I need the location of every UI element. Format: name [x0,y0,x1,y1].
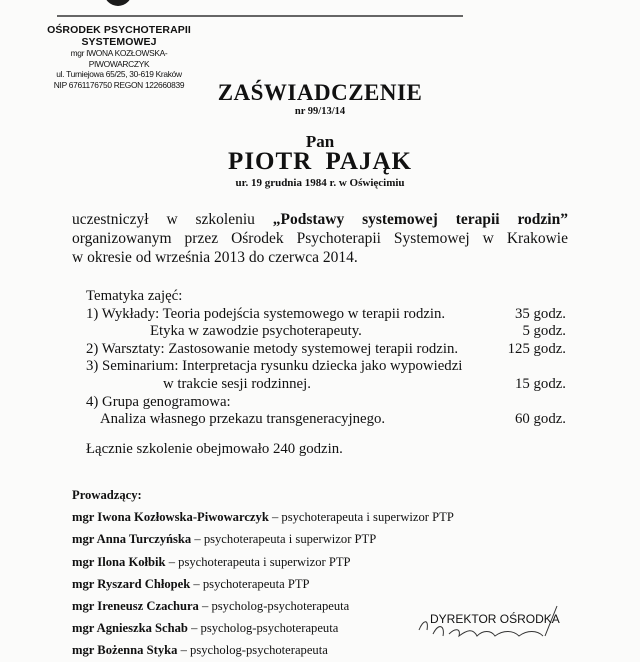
topic-row [86,411,566,429]
instructor-row [72,573,492,595]
topic-row [86,341,566,359]
topic-hours: 15 godz. [515,375,566,392]
org-director: mgr IWONA KOZŁOWSKA-PIWOWARCZYK [70,48,168,69]
total-hours: Łącznie szkolenie obejmowało 240 godzin. [86,440,343,457]
topic-text: Analiza własnego przekazu transgeneracyjnego. [100,411,386,428]
course-title-word: systemowej [362,211,438,228]
org-address: ul. Turniejowa 65/25, 30-619 Kraków [56,69,182,79]
birth-info: ur. 19 grudnia 1984 r. w Oświęcimiu [235,177,405,189]
instructors-heading: Prowadzący: [72,488,142,502]
topic-row [86,306,566,324]
paragraph-line-2 [72,229,568,248]
word: w [482,230,494,247]
paragraph-line-1 [72,210,568,229]
word: uczestniczył [72,211,149,228]
topic-text: Etyka w zawodzie psychoterapeuty. [150,323,362,340]
topic-row [86,358,566,376]
instructor-role: – psycholog-psychoterapeuta [177,643,328,658]
document-title: ZAŚWIADCZENIE [217,80,423,105]
topic-text: 4) Grupa genogramowa: [86,393,231,410]
organization-logo [104,0,132,6]
org-name-line2: SYSTEMOWEJ [81,36,157,48]
instructor-name: mgr Bożenna Styka [72,643,178,658]
header-divider [57,15,463,17]
instructor-row [72,639,492,661]
course-title-word: rodzin” [517,211,568,228]
instructor-name: mgr Agnieszka Schab [72,621,188,636]
instructor-row [72,551,492,573]
instructor-name: mgr Ilona Kołbik [72,554,166,569]
topic-hours: 125 godz. [507,340,566,357]
instructor-row [72,528,492,550]
instructor-role: – psychoterapeuta i superwizor PTP [191,532,377,547]
word: szkoleniu [195,211,255,228]
topic-hours: 35 godz. [515,305,566,322]
word: organizowanym [72,230,172,247]
instructor-name: mgr Anna Turczyńska [72,532,192,547]
word: Ośrodek [231,230,284,247]
certificate-paragraph [72,210,568,267]
topic-row [86,394,566,412]
word: Systemowej [393,230,470,247]
topic-text: 3) Seminarium: Interpretacja rysunku dziecka jako wypowiedzi [86,358,463,375]
topic-text: 2) Warsztaty: Zastosowanie metody systemowej terapii rodzin. [86,340,459,357]
topics-heading: Tematyka zajęć: [86,288,183,304]
salutation: Pan [305,132,335,151]
topics-section [86,288,566,458]
instructor-role: – psychoterapeuta PTP [190,576,310,591]
word: Psychoterapii [296,230,381,247]
topic-text: 1) Wykłady: Teoria podejścia systemowego w terapii rodzin. [86,305,446,322]
course-title-word: terapii [455,211,500,228]
instructor-row [72,506,492,528]
topic-hours: 5 godz. [522,323,566,340]
word: Krakowie [506,230,568,247]
word: przez [184,230,219,247]
instructor-name: mgr Ireneusz Czachura [72,599,199,614]
topic-hours: 60 godz. [515,411,566,428]
org-nip-regon: NIP 6761176750 REGON 122660839 [53,79,185,90]
instructor-role: – psycholog-psychoterapeuta [198,599,350,614]
word: w [166,211,178,228]
signature-label: DYREKTOR OŚRODKA [430,612,560,626]
recipient-name: PIOTR PAJĄK [228,148,412,175]
certificate-number: nr 99/13/14 [294,106,346,117]
instructor-role: – psychoterapeuta i superwizor PTP [165,554,351,569]
instructor-role: – psycholog-psychoterapeuta [187,621,339,636]
course-title-word: „Podstawy [272,211,345,228]
paragraph-line-3: w okresie od września 2013 do czerwca 2014. [72,249,358,266]
instructor-name: mgr Ryszard Chłopek [72,576,191,591]
topic-row [86,323,566,341]
topic-text: w trakcie sesji rodzinnej. [163,375,311,392]
instructor-name: mgr Iwona Kozłowska-Piwowarczyk [72,510,269,525]
instructor-role: – psychoterapeuta i superwizor PTP [268,510,454,525]
org-name-line1: OŚRODEK PSYCHOTERAPII [47,24,191,36]
topic-row [86,376,566,394]
